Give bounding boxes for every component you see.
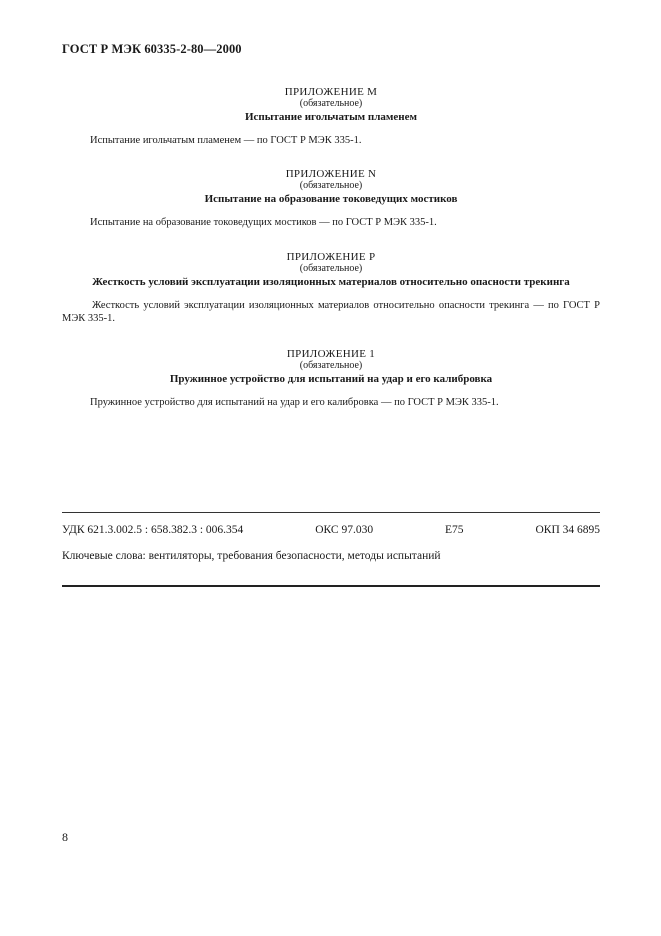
bottom-divider xyxy=(62,585,600,587)
annex-body: Пружинное устройство для испытаний на удар и его калибровка — по ГОСТ Р МЭК 335-1. xyxy=(90,397,499,408)
annex-label: ПРИЛОЖЕНИЕ M xyxy=(284,86,378,98)
annex-title: Пружинное устройство для испытаний на удар и его калибровка xyxy=(169,373,493,385)
udk-code: УДК 621.3.002.5 : 658.382.3 : 006.354 xyxy=(62,524,244,536)
classification-row xyxy=(62,524,600,536)
page-number: 8 xyxy=(62,830,68,844)
annex-status: (обязательное) xyxy=(299,360,363,371)
annex-title: Испытание на образование токоведущих мостиков xyxy=(204,193,458,205)
top-divider xyxy=(62,512,600,513)
annex-heading xyxy=(62,348,600,385)
annex-body: Испытание на образование токоведущих мостиков — по ГОСТ Р МЭК 335-1. xyxy=(90,217,437,228)
okp-code: ОКП 34 6895 xyxy=(535,524,600,536)
annex-title: Жесткость условий эксплуатации изоляционных материалов относительно опасности трекинга xyxy=(92,276,570,288)
annex-status: (обязательное) xyxy=(299,98,363,109)
annex-heading xyxy=(62,86,600,123)
annex-body: Испытание игольчатым пламенем — по ГОСТ Р МЭК 335-1. xyxy=(90,135,362,146)
annex-m xyxy=(62,86,600,147)
annex-title: Испытание игольчатым пламенем xyxy=(244,111,418,123)
annex-status: (обязательное) xyxy=(299,263,363,274)
oks-code: ОКС 97.030 xyxy=(315,524,374,536)
annex-status: (обязательное) xyxy=(299,180,363,191)
e-code: E75 xyxy=(445,524,464,536)
annex-p xyxy=(62,251,600,325)
document-code: ГОСТ Р МЭК 60335-2-80—2000 xyxy=(62,42,242,56)
annex-body: Жесткость условий эксплуатации изоляционных материалов относительно опасности трекинга — по ГОСТ Р МЭК 335-1. xyxy=(62,300,600,324)
annex-n xyxy=(62,168,600,229)
annex-label: ПРИЛОЖЕНИЕ 1 xyxy=(286,348,376,360)
keywords: Ключевые слова: вентиляторы, требования безопасности, методы испытаний xyxy=(62,550,441,562)
annex-heading xyxy=(62,251,600,288)
annex-1 xyxy=(62,348,600,409)
annex-label: ПРИЛОЖЕНИЕ N xyxy=(285,168,377,180)
annex-label: ПРИЛОЖЕНИЕ P xyxy=(286,251,376,263)
annex-heading xyxy=(62,168,600,205)
